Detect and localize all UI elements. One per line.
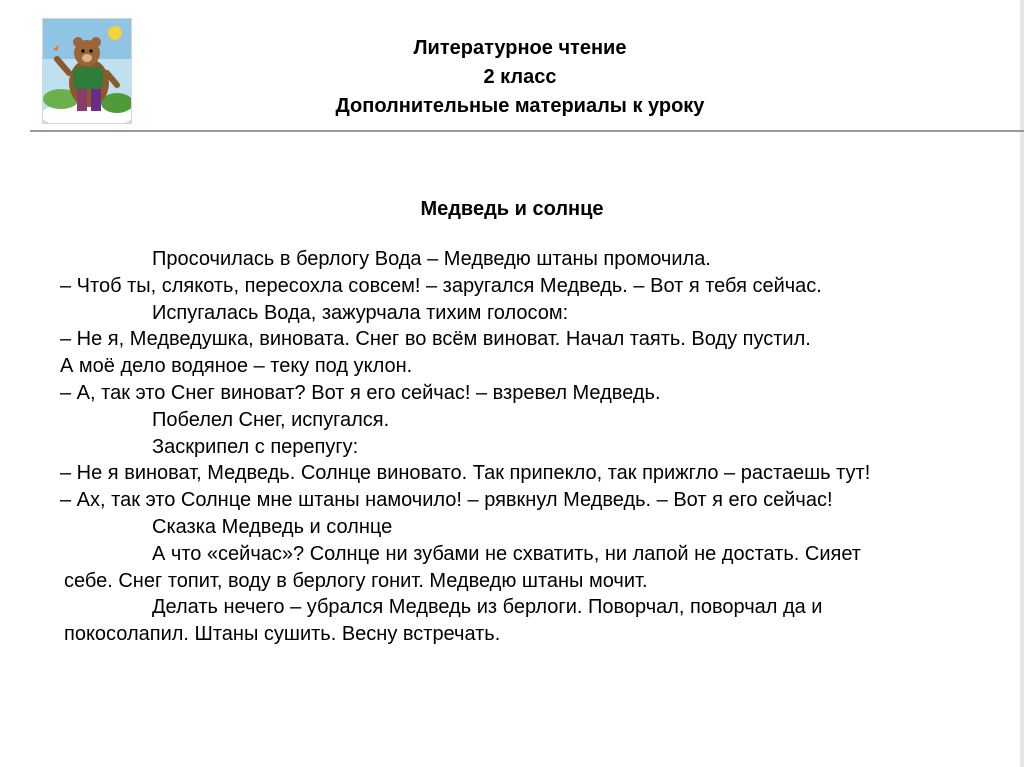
- story-line: – Ах, так это Солнце мне штаны намочило! – рявкнул Медведь. – Вот я его сейчас!: [60, 489, 833, 512]
- story-line: покосолапил. Штаны сушить. Весну встречать.: [64, 623, 501, 646]
- story-line: Заскрипел с перепугу:: [152, 435, 359, 458]
- story-line: А моё дело водяное – теку под уклон.: [60, 355, 413, 378]
- story-line: себе. Снег топит, воду в берлогу гонит. Медведю штаны мочит.: [64, 569, 648, 592]
- grade-title: 2 класс: [483, 66, 557, 88]
- story-line: Просочилась в берлогу Вода – Медведю штаны промочила.: [152, 248, 711, 270]
- story-text: [60, 246, 990, 648]
- story-line: А что «сейчас»? Солнце ни зубами не схватить, ни лапой не достать. Сияет: [152, 542, 861, 565]
- story-title: Медведь и солнце: [420, 198, 604, 220]
- story-line: Делать нечего – убрался Медведь из берлоги. Поворчал, поворчал да и: [152, 596, 823, 619]
- story-line: Побелел Снег, испугался.: [152, 408, 390, 431]
- right-edge-bar: [1020, 0, 1024, 767]
- header-divider: [30, 130, 1024, 132]
- story-line: – А, так это Снег виноват? Вот я его сейчас! – взревел Медведь.: [60, 381, 661, 404]
- subject-title: Литературное чтение: [413, 37, 627, 59]
- bear-illustration-icon: [42, 18, 132, 124]
- materials-title: Дополнительные материалы к уроку: [335, 95, 705, 117]
- story-line: – Не я, Медведушка, виновата. Снег во всём виноват. Начал таять. Воду пустил.: [60, 328, 811, 351]
- header-titles: [150, 34, 890, 121]
- story-line: – Не я виноват, Медведь. Солнце виновато. Так припекло, так прижгло – растаешь тут!: [60, 462, 871, 485]
- story-line: Испугалась Вода, зажурчала тихим голосом:: [152, 301, 569, 324]
- story-line: Сказка Медведь и солнце: [152, 515, 393, 538]
- story-line: – Чтоб ты, слякоть, пересохла совсем! – заругался Медведь. – Вот я тебя сейчас.: [60, 274, 822, 297]
